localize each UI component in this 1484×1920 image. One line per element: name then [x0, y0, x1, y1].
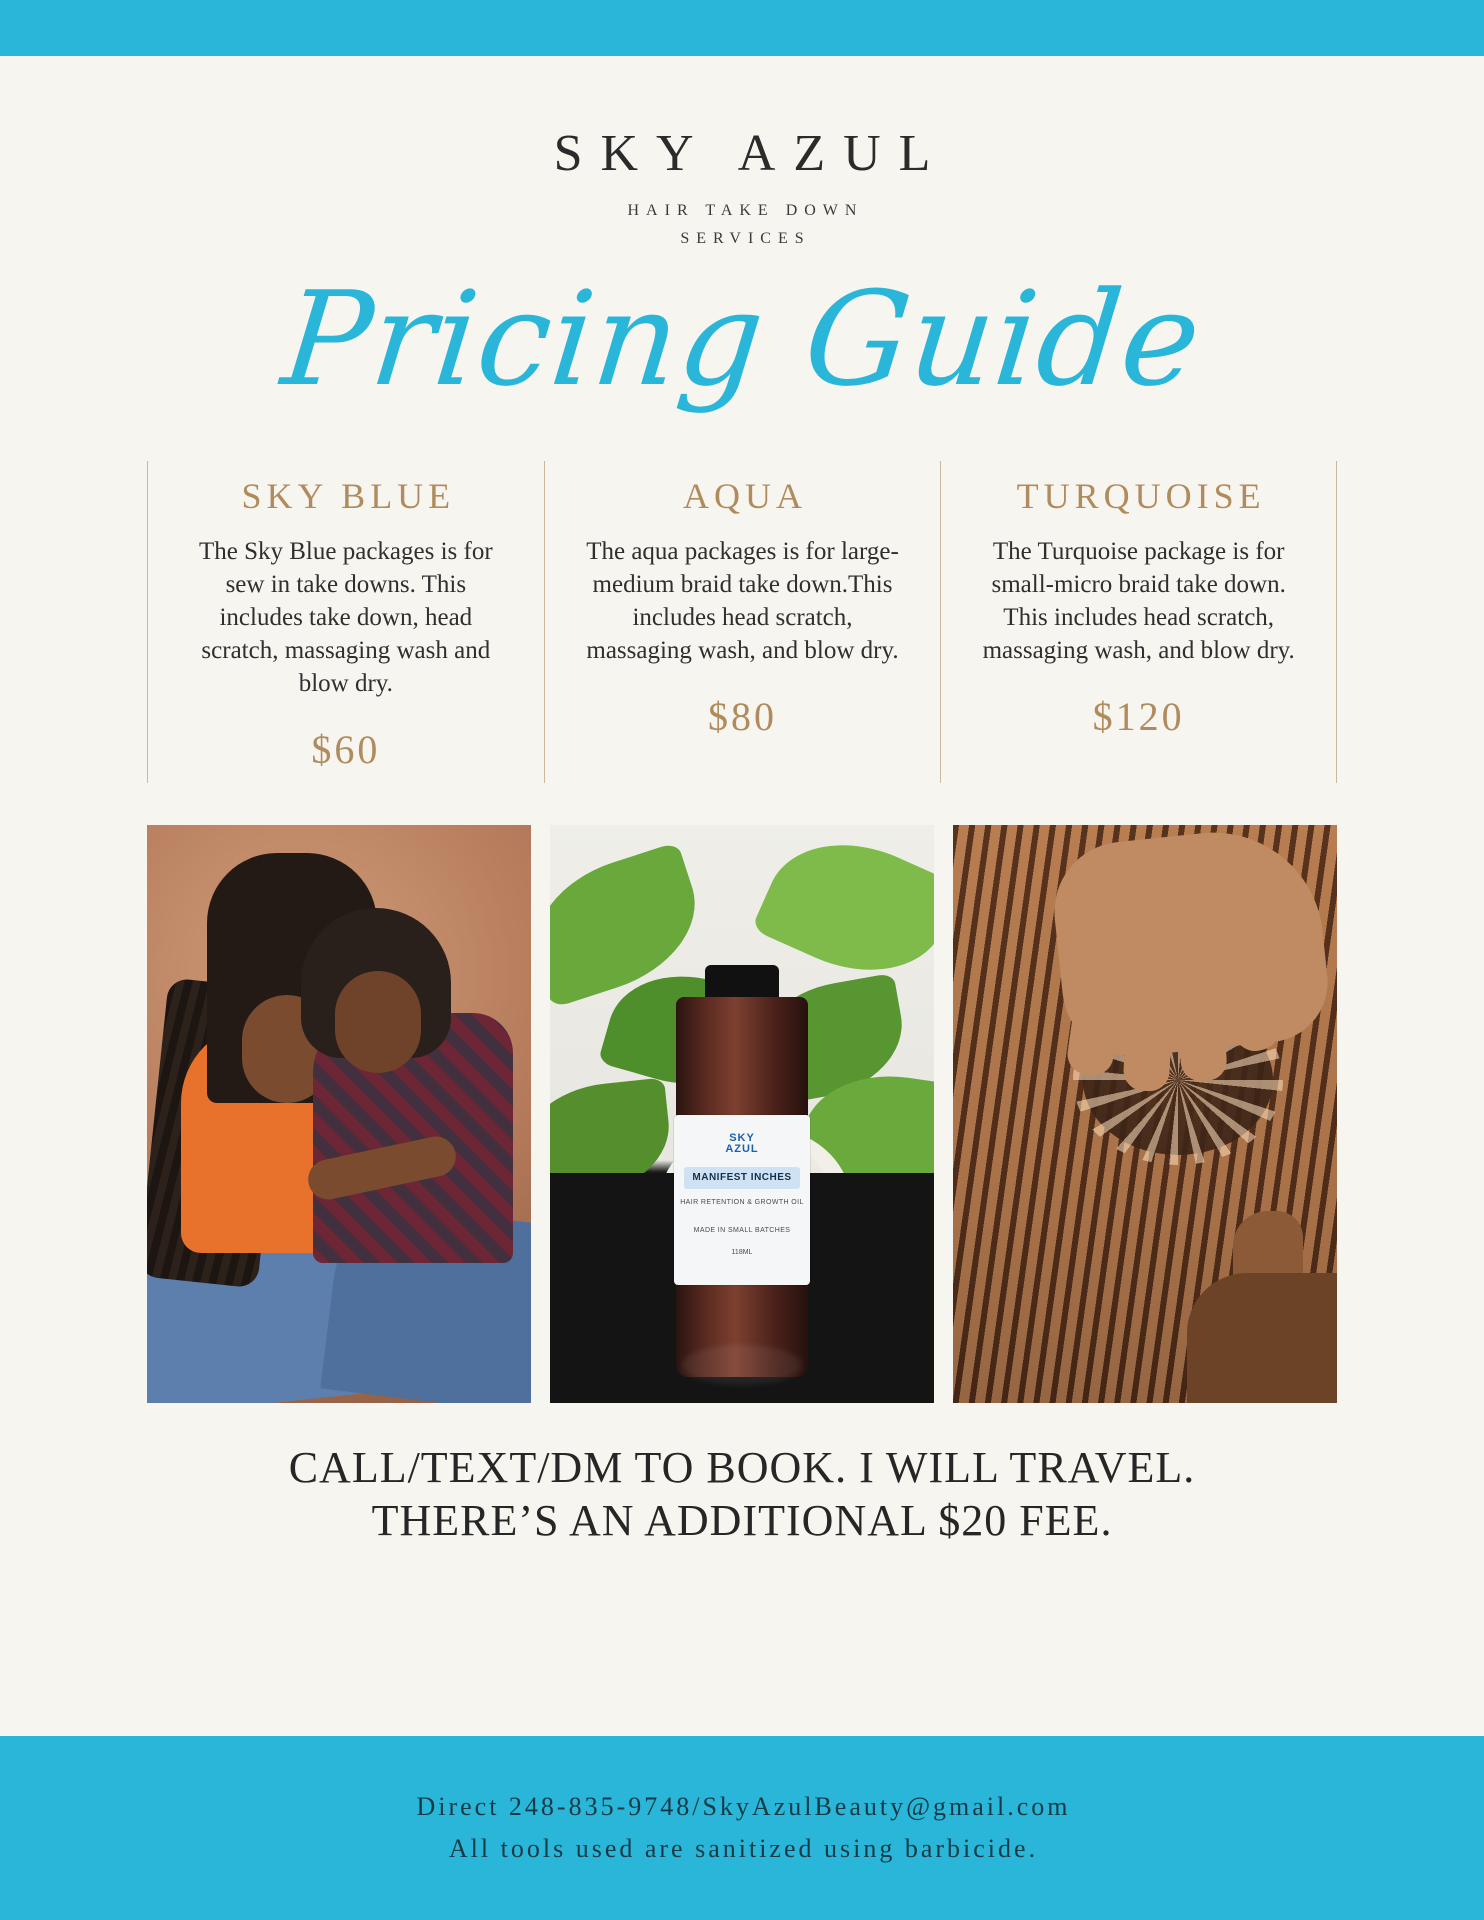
package-price: $80 [708, 693, 777, 739]
photo-shape [1123, 993, 1174, 1091]
cta-line-2: THERE’S AN ADDITIONAL $20 FEE. [371, 1496, 1113, 1546]
call-to-action [289, 1441, 1196, 1548]
flyer-content [0, 56, 1484, 1736]
footer-contact[interactable]: Direct 248-835-9748/SkyAzulBeauty@gmail.com [416, 1792, 1071, 1822]
top-accent-band [0, 0, 1484, 56]
package-price: $120 [1092, 693, 1185, 739]
package-title: AQUA [683, 475, 807, 516]
brand-subtitle-line1: HAIR TAKE DOWN [627, 202, 864, 219]
package-description: The Turquoise package is for small-micro braid take down. This includes head scratch, massaging wash, and blow dry. [982, 537, 1295, 664]
product-label-brand [674, 1133, 810, 1156]
product-label-tagline: HAIR RETENTION & GROWTH OIL [680, 1198, 804, 1206]
footer-sanitation-note: All tools used are sanitized using barbicide. [448, 1834, 1039, 1863]
photo-knotless-braids [953, 825, 1337, 1403]
photo-shape [1187, 1273, 1337, 1403]
product-label-brand-line1: SKY [729, 1131, 755, 1144]
package-card-turquoise [940, 461, 1337, 783]
product-label [674, 1115, 810, 1285]
brand-header [536, 125, 949, 248]
package-title: SKY BLUE [241, 475, 456, 516]
photo-braid-takedown [147, 825, 531, 1403]
product-label-brand-line2: AZUL [725, 1143, 759, 1156]
brand-name: SKY AZUL [553, 125, 949, 182]
photo-gallery [147, 825, 1337, 1403]
photo-hair-oil-product [550, 825, 934, 1403]
package-description: The Sky Blue packages is for sew in take downs. This includes take down, head scratch, massaging wash and blow dry. [198, 537, 493, 697]
package-price: $60 [311, 726, 381, 772]
product-label-name: MANIFEST INCHES [684, 1167, 800, 1189]
page-title: Pricing Guide [275, 263, 1209, 415]
package-card-sky-blue [147, 461, 544, 783]
footer-contact-band [0, 1736, 1484, 1920]
package-title: TURQUOISE [1016, 475, 1266, 516]
package-description: The aqua packages is for large-medium braid take down.This includes head scratch, massaging wash, and blow dry. [586, 537, 899, 664]
package-card-aqua [544, 461, 941, 783]
product-label-size: 118ML [731, 1248, 753, 1256]
cta-line-1: CALL/TEXT/DM TO BOOK. I WILL TRAVEL. [288, 1442, 1196, 1492]
photo-shape [682, 1345, 802, 1385]
product-label-batch: MADE IN SMALL BATCHES [693, 1226, 791, 1234]
brand-subtitle-line2: SERVICES [680, 230, 811, 247]
photo-shape [1176, 991, 1228, 1082]
photo-shape [335, 971, 421, 1073]
package-list [147, 461, 1337, 783]
